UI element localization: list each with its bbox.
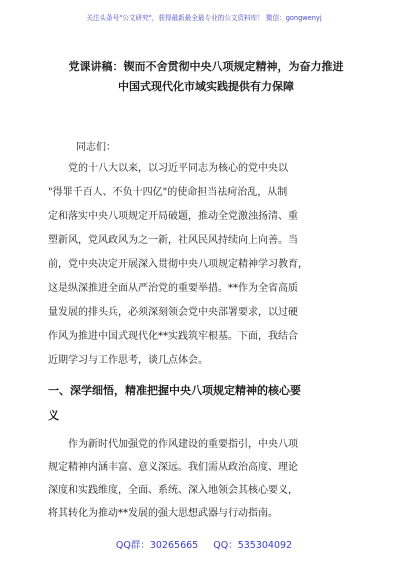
paragraph-1-line: 塑新风，党风政风为之一新，社风民风持续向上向善。当	[48, 235, 298, 246]
paragraph-2-line: 将其转化为推动**发展的强大思想武器与行动指南。	[48, 508, 278, 519]
document-title-line-2: 中国式现代化市域实践提供有力保障	[118, 80, 294, 93]
paragraph-1-line: 党的十八大以来，以习近平同志为核心的党中央以	[48, 163, 288, 174]
section-1-heading-line-2: 义	[48, 409, 59, 422]
section-1-heading-line-1: 一、深学细悟，精准把握中央八项规定精神的核心要	[48, 384, 301, 397]
paragraph-2-line: 深度和实践维度，全面、系统、深入地领会其核心要义，	[48, 485, 298, 496]
header-promo-note: 关注头条号"公文研究"，获得最新最全最专业的公文资料库！ 微信：gongwenyj	[86, 14, 322, 22]
paragraph-2-line: 作为新时代加强党的作风建设的重要指引，中央八项	[48, 439, 298, 450]
paragraph-1-line: 作风为推进中国式现代化**实践筑牢根基。下面，我结合	[48, 331, 298, 342]
paragraph-1-line: 定和落实中央八项规定开局破题，推动全党激浊扬清、重	[48, 211, 298, 222]
paragraph-1-line: 前，党中央决定开展深入贯彻中央八项规定精神学习教育，	[48, 259, 308, 270]
paragraph-2-line: 规定精神内涵丰富、意义深远。我们需从政治高度、理论	[48, 462, 298, 473]
document-title-line-1: 党课讲稿：锲而不舍贯彻中央八项规定精神，为奋力推进	[68, 60, 344, 73]
salutation: 同志们：	[76, 142, 116, 153]
paragraph-1-line: "得罪千百人、不负十四亿"的使命担当祛疴治乱，从制	[48, 187, 288, 198]
footer-contact	[0, 537, 408, 551]
footer-qq-group: QQ群：30265665	[115, 540, 199, 551]
paragraph-1-line: 近期学习与工作思考，谈几点体会。	[48, 355, 208, 366]
footer-qq: QQ：535304092	[213, 540, 293, 551]
paragraph-1-line: 量发展的排头兵，必须深刻领会党中央部署要求，以过硬	[48, 307, 298, 318]
paragraph-1-line: 这是纵深推进全面从严治党的重要举措。**作为全省高质	[48, 283, 298, 294]
